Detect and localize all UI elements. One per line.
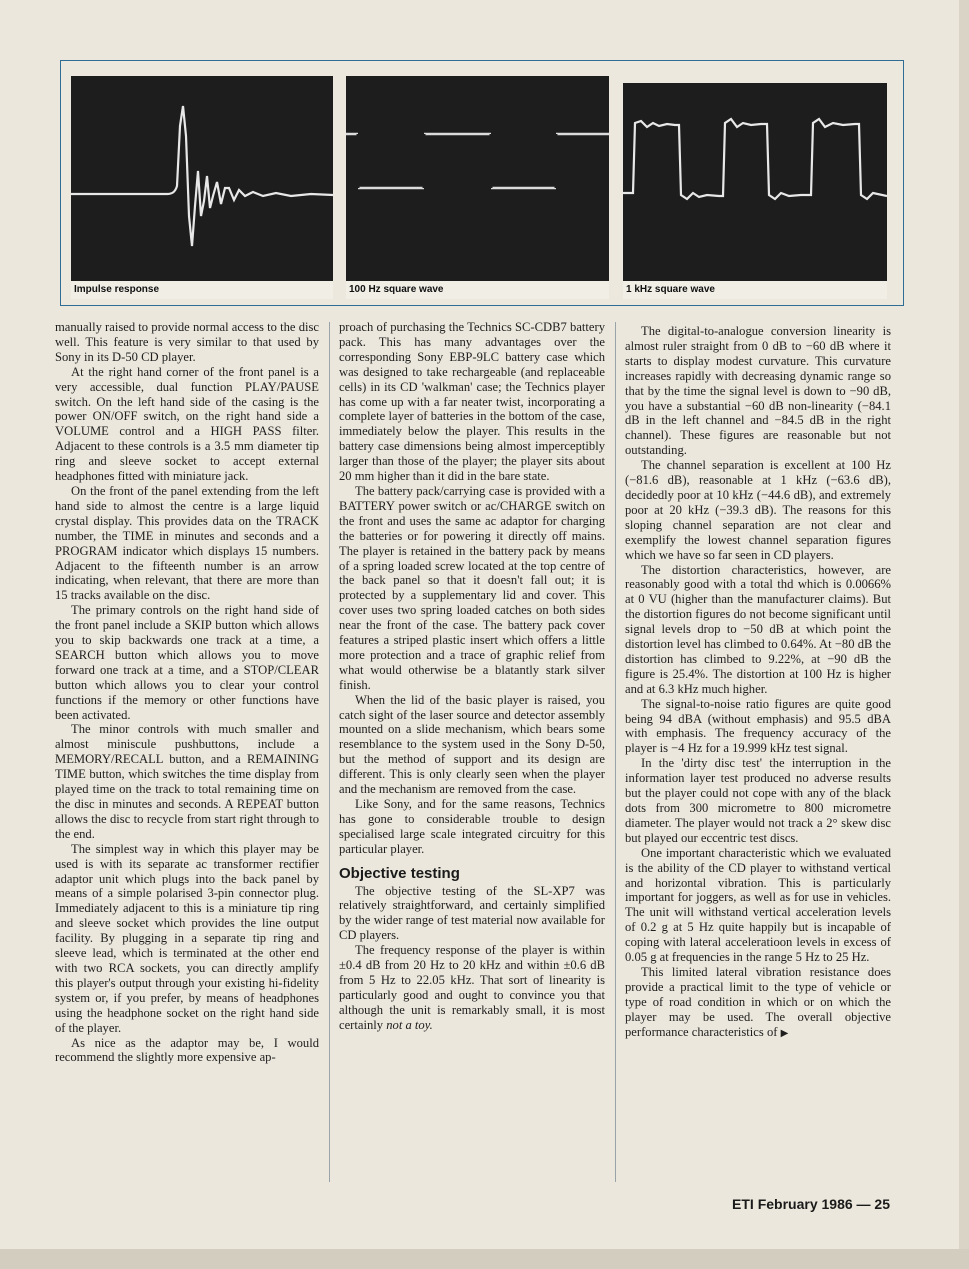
- paragraph: Like Sony, and for the same reasons, Technics has gone to considerable trouble to design specialised large scale integrated circuitry for this particular player.: [339, 797, 605, 856]
- paragraph: At the right hand corner of the front panel is a very accessible, dual function PLAY/PAUSE switch. On the left hand side of the casing is the power ON/OFF switch, on the right hand side a VOLUME control and a HIGH PASS filter. Adjacent to these controls is a 3.5 mm diameter tip ring and sleeve socket to accept external headphones fitted with miniature jack.: [55, 364, 319, 484]
- paragraph: The simplest way in which this player may be used is with its separate ac transformer rectifier adaptor unit which plugs into the back panel by means of a simple polarised 3-pin connector plug. Immediately adjacent to this is a miniature tip ring and sleeve socket which provides the line output facility. By plugging in a separate tip ring and sleeve lead, which is terminated at the other end with two RCA sockets, you can directly amplify this player's output through your existing hi-fidelity system or, if you prefer, by means of headphones using the headphone socket on the right hand side of the player.: [55, 841, 319, 1035]
- paragraph: On the front of the panel extending from the left hand side to almost the centre is a large liquid crystal display. This provides data on the TRACK number, the TIME in minutes and seconds and a PROGRAM indicator which displays 15 numbers. Adjacent to the fifteenth number is an arrow indicating, when relevant, that there are more than 15 tracks available on the disc.: [55, 483, 319, 603]
- section-heading: Objective testing: [339, 864, 460, 882]
- scan-bottom-band: [0, 1249, 969, 1269]
- paragraph: manually raised to provide normal access to the disc well. This feature is very similar to that used by Sony in its D-50 CD player.: [55, 320, 319, 364]
- italic-phrase: not a toy.: [386, 1017, 433, 1032]
- paragraph: The primary controls on the right hand side of the front panel include a SKIP button which allows you to skip backwards one track at a time, a SEARCH button which allows you to move forward one track at a time, and a STOP/CLEAR button which allows you to clear your control functions if the memory or other functions have been activated.: [55, 603, 319, 722]
- impulse-caption: Impulse response: [71, 281, 333, 299]
- square-1khz-caption: 1 kHz square wave: [623, 281, 887, 299]
- square-100hz-caption: 100 Hz square wave: [346, 281, 609, 299]
- paragraph: The minor controls with much smaller and almost miniscule pushbuttons, include a MEMORY/RECALL button, and a REMAINING TIME button, which switches the time display from played time on the track to total remaining time on the disc in minutes and seconds. A REPEAT button allows the disc to recycle from start right through to the end.: [55, 722, 319, 841]
- figure-impulse-response: [71, 76, 333, 299]
- paragraph: One important characteristic which we evaluated is the ability of the CD player to withstand vertical and horizontal vibration. This is particularly important for joggers, as well as for use in vehicles. The unit will withstand vertical acceleration levels of 0.2 g at 5 Hz quite happily but is incapable of coping with lateral acceleratioon levels in excess of 0.05 g at frequencies in the range 5 Hz to 25 Hz.: [625, 845, 891, 965]
- paragraph: The battery pack/carrying case is provided with a BATTERY power switch or ac/CHARGE switch on the front and uses the same ac adaptor for charging the batteries or for powering it directly off mains. The player is retained in the battery pack by means of a spring loaded screw located at the top centre of the back panel so that it doesn't fall out; it is protected by a supplementary lid and cover. This cover uses two spring loaded catches on both sides near the front of the case. The battery pack cover features a striped plastic insert which offers a little more protection and a trace of graphic relief from what would otherwise be a blatantly stark silver finish.: [339, 483, 605, 692]
- paragraph: As nice as the adaptor may be, I would recommend the slightly more expensive ap-: [55, 1035, 319, 1065]
- paragraph-text: This limited lateral vibration resistance does provide a practical limit to the type of vehicle or type of road condition in which or on which the player may be used. The overall objective performance characteristics of: [625, 964, 891, 1039]
- impulse-scope-trace: [71, 76, 333, 281]
- article-column-1: [55, 320, 319, 1065]
- oscilloscope-figure-strip: [60, 60, 904, 306]
- paragraph: In the 'dirty disc test' the interruption in the information layer test produced no adverse results but the player could not cope with any of the black dots from 300 micrometre to 800 micrometre diameter. The player would not track a 2° skew disc but played our eccentric test discs.: [625, 756, 891, 845]
- square-100hz-scope-trace: [346, 76, 609, 281]
- article-column-3: [625, 324, 891, 1042]
- paragraph: When the lid of the basic player is raised, you catch sight of the laser source and detector assembly mounted on a slide mechanism, which bears some resemblance to the system used in the Sony D-50, but the method of support and its design are different. This is only clearly seen when the player and the mechanism are removed from the case.: [339, 692, 605, 797]
- paragraph: The digital-to-analogue conversion linearity is almost ruler straight from 0 dB to −60 dB where it starts to display modest curvature. This curvature increases rapidly with decreasing dynamic range so that by the time the signal level is down to −90 dB, you have a substantial −60 dB non-linearity (−84.1 dB in the left channel and −84.5 dB in the right channel). These figures are reasonable but not outstanding.: [625, 324, 891, 458]
- paragraph: proach of purchasing the Technics SC-CDB7 battery pack. This has many advantages over the corresponding Sony EBP-9LC battery case which was designed to take rechargeable (and replaceable cells) in its CD 'walkman' case; the Technics player has come up with a far neater twist, incorporating a complete layer of batteries in the bottom of the case, immediately below the player. This results in the battery case dimensions being almost imperceptibly larger than those of the player; the player sits about 20 mm higher than it did in the bare state.: [339, 320, 605, 484]
- paragraph: The distortion characteristics, however, are reasonably good with a total thd which is 0.0066% at 0 VU (higher than the manufacturer claims). But the distortion figures do not become significant until signal levels drop to −50 dB at which point the distortion level has climbed to 0.64%. At −80 dB the distortion has climbed to 9.22%, at −90 dB the figure is 25.4%. The distortion at 100 Hz is higher and at 6.3 kHz much higher.: [625, 562, 891, 696]
- figure-1khz-square: [623, 83, 887, 299]
- paragraph: [625, 965, 891, 1042]
- square-1khz-scope-trace: [623, 83, 887, 281]
- column-rule-2: [615, 322, 616, 1182]
- article-column-2: [339, 320, 605, 1033]
- continue-arrow-icon: ▶: [780, 1027, 789, 1039]
- paragraph: The channel separation is excellent at 100 Hz (−81.6 dB), reasonable at 1 kHz (−63.6 dB), decidedly poor at 10 kHz (−44.6 dB), and extremely poor at 20 kHz (−39.3 dB). The reasons for this sloping channel separation are not clear and exemplify the lowest channel separation figures which we have so far seen in CD players.: [625, 458, 891, 562]
- paragraph: The signal-to-noise ratio figures are quite good being 94 dBA (without emphasis) and 95.5 dBA with emphasis. The frequency accuracy of the player is −4 Hz for a 19.999 kHz test signal.: [625, 696, 891, 756]
- page-folio: ETI February 1986 — 25: [732, 1196, 890, 1212]
- page-edge: [959, 0, 969, 1269]
- paragraph: The objective testing of the SL-XP7 was relatively straightforward, and certainly simplified by the wider range of test material now available for CD players.: [339, 883, 605, 943]
- column-rule-1: [329, 322, 330, 1182]
- figure-100hz-square: [346, 76, 609, 299]
- paragraph: [339, 943, 605, 1032]
- paragraph-text: The frequency response of the player is within ±0.4 dB from 20 Hz to 20 kHz and within ±0.6 dB from 5 Hz to 22.05 kHz. That sort of linearity is particularly good and ought to convince you that although the unit is remarkably small, it is most certainly: [339, 943, 605, 1032]
